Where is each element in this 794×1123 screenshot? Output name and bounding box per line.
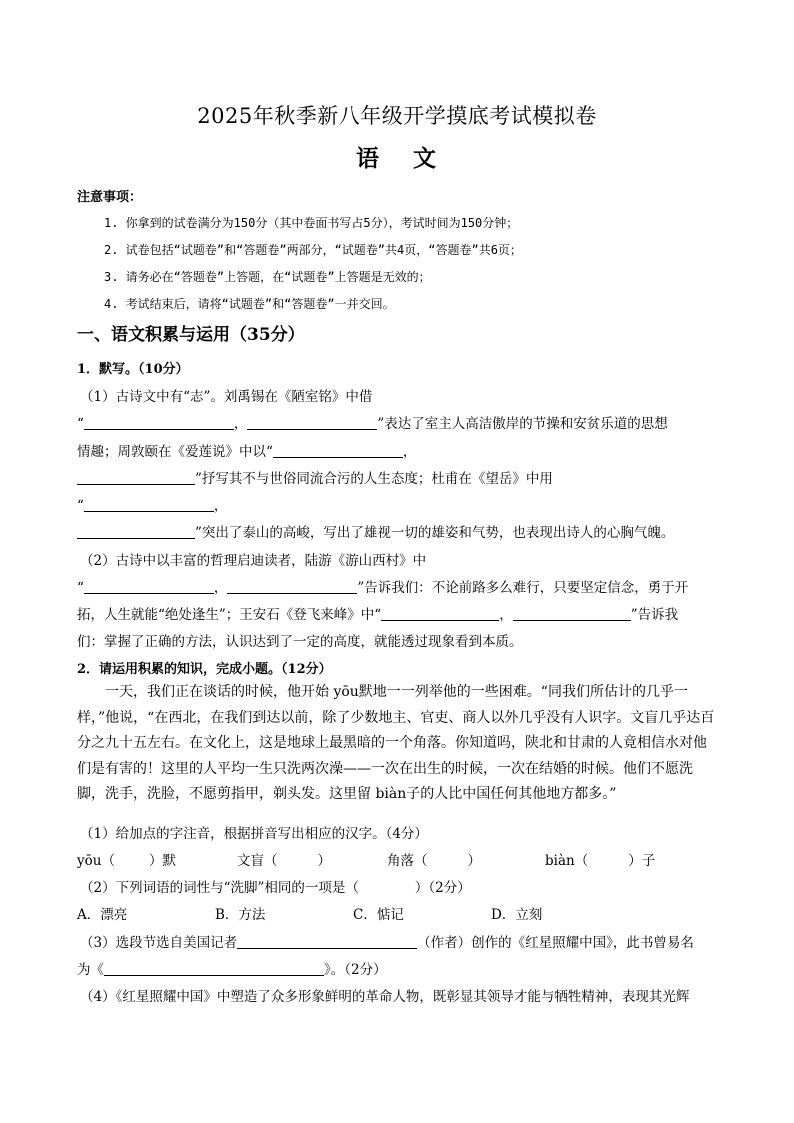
option-b[interactable]: B．方法 — [215, 907, 266, 923]
q1-part2-line3: 拓，人生就能“绝处逢生”；王安石《登飞来峰》中“ ， ”告诉我 — [77, 607, 679, 623]
option-a[interactable]: A．漂亮 — [77, 907, 128, 923]
answer-blank[interactable] — [77, 470, 195, 485]
answer-blank[interactable] — [84, 497, 214, 512]
q1-part1-line3: 情趣；周敦颐在《爱莲说》中以“ ， — [77, 444, 417, 460]
answer-blank[interactable] — [104, 961, 324, 976]
q2-sub4: （4）《红星照耀中国》中塑造了众多形象鲜明的革命人物，既彰显其领导才能与牺牲精神，表现其光辉 — [80, 989, 690, 1005]
answer-blank[interactable] — [84, 579, 214, 594]
q2-options — [77, 903, 542, 923]
option-d[interactable]: D．立刻 — [491, 907, 543, 923]
pinyin-item[interactable]: 文盲（ ） — [237, 853, 331, 869]
q1-part1-line5: “ ， — [77, 498, 228, 514]
pinyin-item[interactable]: 角落（ ） — [387, 853, 481, 869]
answer-blank[interactable] — [273, 443, 403, 458]
answer-blank[interactable] — [247, 415, 377, 430]
question-2-title: 2．请运用积累的知识，完成小题。（12分） — [77, 662, 332, 677]
q2-sub3: （3）选段节选自美国记者 （作者）创作的《红星照耀中国》，此书曾易名 — [80, 935, 694, 951]
answer-blank[interactable] — [227, 579, 357, 594]
q1-part2-intro: （2）古诗中以丰富的哲理启迪读者，陆游《游山西村》中 — [80, 553, 427, 569]
exam-title: 2025年秋季新八年级开学摸底考试模拟卷 — [197, 104, 597, 128]
notice-item: 1. 你拿到的试卷满分为150分（其中卷面书写占5分），考试时间为150分钟； — [104, 216, 519, 230]
q1-part1-intro: （1）古诗文中有“志”。刘禹锡在《陋室铭》中借 — [80, 389, 373, 405]
q1-part1-line4: ”抒写其不与世俗同流合污的人生态度；杜甫在《望岳》中用 — [77, 467, 553, 487]
notice-item: 3. 请务必在“答题卷”上答题，在“试题卷”上答题是无效的； — [104, 270, 431, 284]
notice-title: 注意事项： — [77, 190, 143, 205]
q2-sub1: （1）给加点的字注音，根据拼音写出相应的汉字。（4分） — [80, 826, 428, 842]
question-1-title: 1．默写。（10分） — [77, 362, 189, 377]
q1-part1-line2: “ ， ”表达了室主人高洁傲岸的节操和安贫乐道的思想 — [77, 416, 668, 432]
q2-sub3-line2: 为《 》。（2分） — [77, 962, 387, 978]
q1-part2-line4: 们：掌握了正确的方法，认识达到了一定的高度，就能透过现象看到本质。 — [77, 634, 523, 650]
pinyin-row — [77, 849, 655, 869]
pinyin-item[interactable]: biàn（ ）子 — [545, 853, 656, 869]
option-c[interactable]: C．惦记 — [353, 907, 404, 923]
q1-part2-line2: “ ， ”告诉我们：不论前路多么难行，只要坚定信念，勇于开 — [77, 580, 689, 596]
answer-blank[interactable] — [513, 606, 631, 621]
notice-item: 4. 考试结束后，请将“试题卷”和“答题卷”一并交回。 — [104, 297, 395, 311]
q1-part1-line6: ”突出了泰山的高峻，写出了雄视一切的雄姿和气势，也表现出诗人的心胸气魄。 — [77, 521, 674, 541]
answer-blank[interactable] — [84, 415, 234, 430]
exam-subject: 语 文 — [355, 145, 438, 172]
q2-sub2: （2）下列词语的词性与“洗脚”相同的一项是（ ）（2分） — [80, 880, 471, 896]
answer-blank[interactable] — [237, 934, 417, 949]
answer-blank[interactable] — [77, 524, 195, 539]
reading-passage: 一天，我们正在谈话的时候，他开始 yōu默地一一列举他的一些困难。“同我们所估计的几乎一样，”他说，“在西北，在我们到达以前，除了少数地主、官吏、商人以外几乎没有人识字。文盲几乎达百分之九十五左右。在文化上，这是地球上最黑暗的一个角落。你知道吗，陕北和甘肃的人竟相信水对他们是有害的！这里的人平均一生只洗两次澡——一次在出生的时候，一次在结婚的时候。他们不愿洗脚，洗手，洗脸，不愿剪指甲，剃头发。这里留 biàn子的人比中国任何其他地方都多。” — [77, 684, 715, 802]
section-title: 一、语文积累与运用（35分） — [77, 325, 305, 345]
answer-blank[interactable] — [381, 606, 499, 621]
notice-item: 2. 试卷包括“试题卷”和“答题卷”两部分，“试题卷”共4页，“答题卷”共6页； — [104, 243, 522, 257]
pinyin-item[interactable]: yōu（ ）默 — [77, 853, 176, 869]
